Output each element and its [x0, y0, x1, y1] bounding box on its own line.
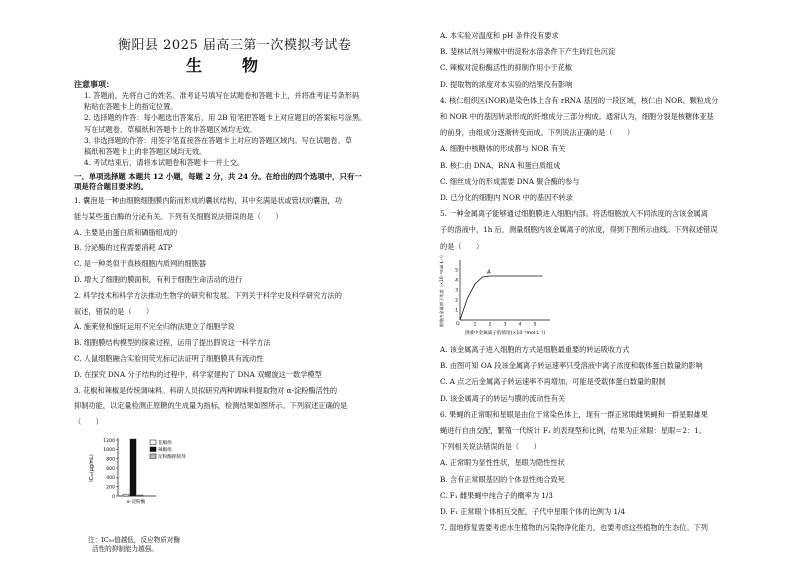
question-line: A. 施莱登和施旺运用不完全归纳法建立了细胞学说 — [74, 322, 235, 332]
question-line: 和 NOR 中的基因转录形成的纤维成分三部分构成。通常认为，细胞分裂是核糖体亚基 — [440, 112, 714, 121]
question-line: 3. 花椒和辣椒是传统调味料。科研人员拟研究两种调味料提取物对 α-淀粉酶活性的 — [74, 385, 338, 395]
y-tick-label: 400 — [106, 476, 115, 482]
question-line: C. F₁ 雌果蝇中纯合子的概率为 1/3 — [440, 490, 553, 500]
question-line: D. F₁ 正常眼个体相互交配，子代中星眼个体的比例为 1/4 — [440, 507, 626, 516]
question-line: C. 是一种类似于真核细胞内质网的细胞器 — [74, 259, 207, 269]
question-line: A. 本实验对温度和 pH 条件没有要求 — [440, 31, 559, 40]
question-line: A. 细胞中核糖体的形成都与 NOR 有关 — [440, 144, 566, 154]
notice-heading: 注意事项： — [74, 79, 114, 89]
x-tick-label: 1 — [473, 322, 477, 328]
question-line: C. 人鼠细胞融合实验用荧光标记法证明了细胞膜具有流动性 — [74, 354, 264, 363]
subject-title: 生 物 — [186, 56, 271, 75]
y-axis-label: 细胞内金属离子浓度（×10⁻³mol·L⁻¹） — [439, 252, 444, 328]
notice-line: 稿纸和答题卡上的非答题区域均无效。 — [84, 147, 207, 156]
question-line: A. 正常眼为显性性状，星眼为隐性性状 — [440, 458, 565, 468]
exam-title: 衡阳县 2025 届高三第一次模拟考试卷 — [118, 38, 352, 53]
x-tick-label: 3 — [503, 322, 507, 328]
bar-chart-figure — [78, 436, 218, 536]
y-axis-label: IC₅₀(μg/mL) — [90, 454, 95, 482]
question-line: 的前身，由组成分逐渐转变而成。下列说法正确的是（ ） — [440, 128, 635, 138]
y-tick-label: 3 — [455, 288, 458, 294]
y-tick-label: 1200 — [103, 438, 115, 444]
notice-line: 粘贴在答题卡上的指定位置。 — [84, 102, 178, 112]
x-tick-label: 2 — [488, 322, 492, 328]
question-line: C. A 点之后金属离子转运速率不再增加，可能是受载体蛋白数量的限制 — [440, 377, 666, 387]
curve-chart-figure — [434, 252, 564, 342]
question-line: 叙述，错误的是（ ） — [74, 306, 154, 316]
y-tick-label: 600 — [106, 466, 115, 472]
bar-chart — [78, 436, 218, 536]
section-heading: 一、单项选择题 本题共 12 小题，每题 2 分，共 24 分。在给出的四个选项中，只有一 — [74, 172, 362, 181]
question-line: 6. 果蝇的正常眼和星眼是由位于常染色体上，现有一群正常眼雌果蝇和一群星眼雄果 — [440, 409, 708, 419]
question-line: B. 分泌酶的过程需要消耗 ATP — [74, 243, 173, 253]
section-heading-cont: 项是符合题目要求的。 — [74, 182, 148, 191]
y-tick-label: 1000 — [103, 448, 115, 454]
notice-line: 4. 考试结束后，请将本试题卷和答题卡一并上交。 — [84, 158, 245, 168]
point-label: A — [487, 269, 491, 276]
x-axis-label: 溶液中金属离子的浓度(×10⁻³mol·L⁻¹) — [464, 331, 546, 336]
chart-note-1: 注：IC₅₀值越低，反应物质对酶 — [88, 536, 181, 544]
question-line: 5. 一种金属离子能够通过细胞膜进入细胞内部。将活细胞放入不同浓度的含该金属离 — [440, 209, 708, 219]
question-line: C. 细丝成分的形成需要 DNA 聚合酶的参与 — [440, 176, 580, 186]
question-line: 蝇进行自由交配，繁殖一代统计 F₁ 的表现型和比例，结果为正常眼：星眼＝2：1。 — [440, 426, 706, 435]
x-axis-label: α-淀粉酶 — [126, 500, 146, 505]
question-line: D. 增大了细胞的膜面积，有利于细胞生命活动的进行 — [74, 275, 243, 284]
question-line: 下列相关说法错误的是（ ） — [440, 442, 541, 452]
y-tick-label: 1 — [455, 308, 458, 314]
question-line: （ ） — [74, 417, 103, 427]
question-line: D. 该金属离子的转运与膜的流动性有关 — [440, 393, 566, 403]
y-tick-label: 4 — [455, 278, 458, 284]
notice-line: 2. 选择题的作答：每小题选出答案后，用 2B 铅笔把答题卡上对应题目的答案标号涂黑。 — [84, 113, 367, 123]
y-tick-label: 200 — [106, 485, 115, 491]
x-tick-label: 5 — [533, 322, 537, 328]
bar — [130, 439, 136, 496]
question-line: D. 已分化的细胞内 NOR 中的基因不转录 — [440, 193, 573, 202]
bar — [123, 494, 129, 496]
question-line: B. 核仁由 DNA、RNA 和蛋白质组成 — [440, 160, 561, 170]
question-line: B. 细胞膜结构模型的探索过程，运用了提出假说这一科学方法 — [74, 338, 271, 348]
question-line: 7. 湿地修复需要考虑水生植物的污染物净化能力，也要考虑这些植物的生态位。下列 — [440, 523, 708, 533]
curve-chart — [434, 252, 564, 342]
chart-note-2: 活性的抑制能力越强。 — [92, 545, 158, 553]
question-line: 能与某些蛋白酶的分泌有关。下列有关细胞说法错误的是（ ） — [74, 211, 283, 221]
legend-label: 辣椒组 — [158, 448, 172, 453]
y-tick-label: 0 — [112, 494, 115, 500]
y-tick-label: 5 — [455, 268, 458, 274]
notice-line: 3. 非选择题的作答：用签字笔直接答在答题卡上对应的答题区域内。写在试题卷、草 — [84, 135, 352, 145]
bar — [137, 495, 143, 496]
question-line: C. 辣椒对淀粉酶活性的抑制作用小于花椒 — [440, 63, 573, 73]
question-line: 抑制功能，以定量检测正原糖的生成量为指标，检测结果如图所示。下列叙述正确的是 — [74, 401, 348, 411]
legend-label: 淀粉酶抑制剂 — [158, 455, 186, 460]
y-tick-label: 2 — [455, 298, 458, 304]
origin-label: O — [456, 322, 460, 327]
question-line: D. 在探究 DNA 分子结构的过程中，科学家建构了 DNA 双螺旋这一数学模型 — [74, 369, 322, 379]
question-line: 1. 囊泡是一种由细胞细胞膜内陷而形成的囊状结构，其中充满是状或管状的囊泡，功 — [74, 196, 342, 205]
question-line: 2. 科学技术和科学方法推动生物学的研究和发展。下列关于科学史及科学研究方法的 — [74, 290, 342, 300]
question-line: 子的溶液中，1h 后，测量细胞内该金属离子的浓度，得到下图所示曲线。下列叙述错误 — [440, 225, 718, 235]
question-line: 4. 核仁组织区(NOR)是染色体上含有 rRNA 基因的一段区域，核仁由 NOR、颗粒成分 — [440, 95, 719, 105]
question-line: A. 主要是由蛋白质和磷脂组成的 — [74, 227, 178, 237]
question-line: D. 提取物的浓度对本实验的结果没有影响 — [440, 79, 573, 89]
series-line — [460, 276, 543, 320]
y-tick-label: 800 — [106, 457, 115, 463]
notice-line: 1. 答题前，先将自己的姓名、准考证号填写在试题卷和答题卡上，并将准考证号条形码 — [84, 91, 360, 100]
legend-swatch — [150, 454, 156, 459]
notice-line: 写在试题卷、草稿纸和答题卡上的非答题区域均无效。 — [84, 124, 257, 134]
legend-swatch — [150, 440, 156, 445]
question-line: 的是（ ） — [440, 241, 484, 251]
question-line: B. 由图可知 OA 段该金属离子转运速率只受溶液中离子浓度和载体蛋白数量的影响 — [440, 361, 703, 371]
question-line: B. 斐林试剂与辣椒中的淀粉水溶条件下产生砖红色沉淀 — [440, 47, 616, 57]
legend-swatch — [150, 447, 156, 452]
question-line: B. 含有正常眼基因的个体显性纯合致死 — [440, 474, 565, 484]
legend-label: 花椒组 — [158, 441, 172, 446]
question-line: A. 该金属离子进入细胞的方式是细胞最重要的转运吸收方式 — [440, 345, 630, 354]
x-tick-label: 4 — [518, 322, 522, 328]
